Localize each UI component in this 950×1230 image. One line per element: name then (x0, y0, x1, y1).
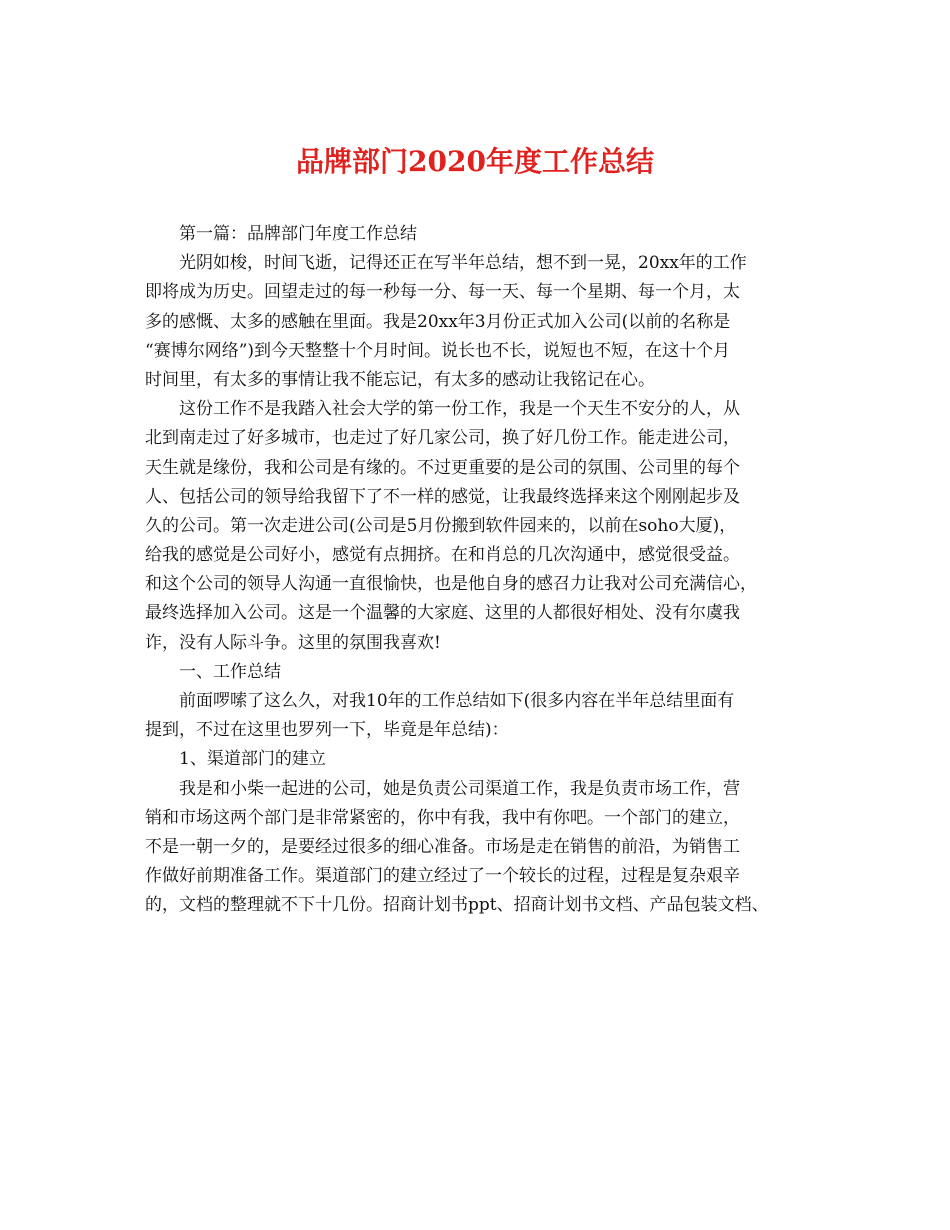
section-heading: 第一篇：品牌部门年度工作总结 (179, 224, 417, 244)
paragraph-line: 销和市场这两个部门是非常紧密的，你中有我，我中有你吧。一个部门的建立， (145, 807, 740, 828)
paragraph-line: 光阴如梭，时间飞逝，记得还正在写半年总结，想不到一晃，20xx年的工作 (179, 253, 747, 274)
document-title: 品牌部门2020年度工作总结 (296, 145, 654, 178)
subsection-heading: 1、渠道部门的建立 (179, 749, 326, 770)
paragraph-line: 最终选择加入公司。这是一个温馨的大家庭、这里的人都很好相处、没有尔虞我 (145, 603, 740, 624)
paragraph-line: 这份工作不是我踏入社会大学的第一份工作，我是一个天生不安分的人，从 (179, 399, 740, 420)
paragraph-line: 北到南走过了好多城市，也走过了好几家公司，换了好几份工作。能走进公司， (145, 428, 740, 449)
paragraph-line: 时间里，有太多的事情让我不能忘记，有太多的感动让我铭记在心。 (145, 369, 655, 390)
paragraph-line: 诈，没有人际斗争。这里的氛围我喜欢! (145, 632, 441, 653)
paragraph-line: 即将成为历史。回望走过的每一秒每一分、每一天、每一个星期、每一个月，太 (145, 282, 740, 303)
paragraph-line: 天生就是缘份，我和公司是有缘的。不过更重要的是公司的氛围、公司里的每个 (145, 457, 740, 478)
section-heading: 一、工作总结 (179, 661, 281, 682)
document-body (145, 220, 825, 921)
paragraph-line: 前面啰嗦了这么久，对我10年的工作总结如下(很多内容在半年总结里面有 (179, 691, 735, 711)
paragraph-line: 我是和小柴一起进的公司，她是负责公司渠道工作，我是负责市场工作，营 (179, 778, 740, 799)
paragraph-line: 和这个公司的领导人沟通一直很愉快，也是他自身的感召力让我对公司充满信心， (145, 574, 757, 595)
paragraph-line: 多的感慨、太多的感触在里面。我是20xx年3月份正式加入公司(以前的名称是 (145, 311, 731, 332)
paragraph-line: 人、包括公司的领导给我留下了不一样的感觉，让我最终选择来这个刚刚起步及 (145, 486, 740, 507)
paragraph-line: 不是一朝一夕的，是要经过很多的细心准备。市场是走在销售的前沿，为销售工 (145, 836, 740, 857)
paragraph-line: 作做好前期准备工作。渠道部门的建立经过了一个较长的过程，过程是复杂艰辛 (145, 866, 740, 887)
paragraph-line: 提到，不过在这里也罗列一下，毕竟是年总结)： (145, 720, 509, 741)
paragraph-line: 久的公司。第一次走进公司(公司是5月份搬到软件园来的，以前在soho大厦)， (145, 515, 737, 536)
paragraph-line: “赛博尔网络”)到今天整整十个月时间。说长也不长，说短也不短，在这十个月 (145, 340, 731, 361)
paragraph-line: 给我的感觉是公司好小，感觉有点拥挤。在和肖总的几次沟通中，感觉很受益。 (145, 545, 740, 566)
paragraph-line: 的，文档的整理就不下十几份。招商计划书ppt、招商计划书文档、产品包装文档、 (145, 895, 769, 916)
